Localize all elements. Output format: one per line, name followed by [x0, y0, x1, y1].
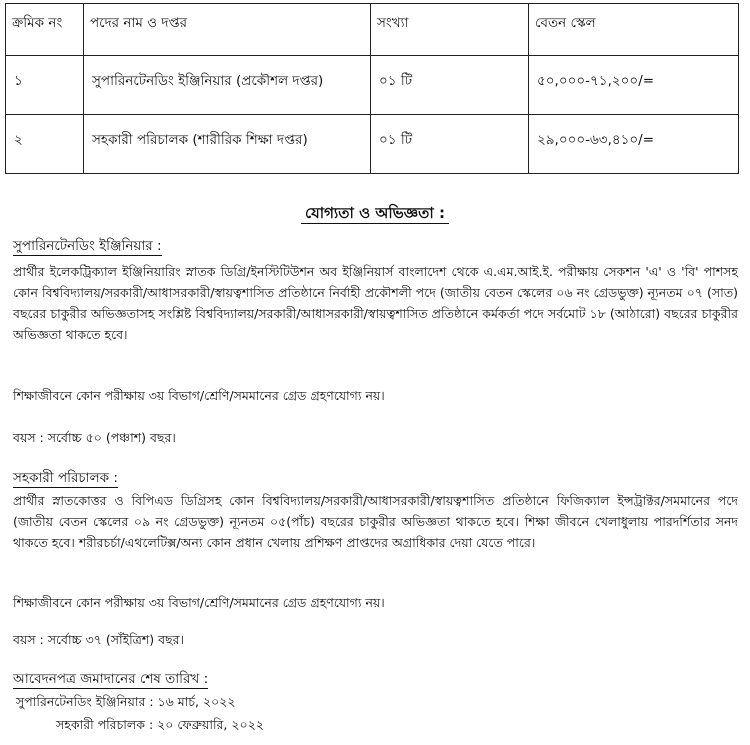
- ad-grade-note: শিক্ষাজীবনে কোন পরীক্ষায় ৩য় বিভাগ/শ্রেণি/সমমানের গ্রেড গ্রহণযোগ্য নয়।: [13, 595, 385, 610]
- se-requirements: প্রার্থীর ইলেকট্রিক্যাল ইঞ্জিনিয়ারিং স্নাতক ডিগ্রি/ইনস্টিটিউশন অব ইঞ্জিনিয়ার্স বাংলাদেশ থেকে এ.এম.আই.ই. পরীক্ষায় সেকশন 'এ' ও 'বি' পাশসহ কোন বিশ্ববিদ্যালয়/সরকারী/আধাসরকারী/স্বায়ত্বশাসিত প্রতিষ্ঠানে নির্বাহী প্রকৌশলী পদে (জাতীয় বেতন স্কেলের ০৬ নং গ্রেডভুক্ত) ন্যূনতম ০৭ (সাত) বছরের চাকুরীর অভিজ্ঞতাসহ সংশ্লিষ্ট বিশ্ববিদ্যালয়/সরকারী/আধাসরকারী/স্বায়ত্বশাসিত প্রতিষ্ঠানে কর্মকর্তা পদে সর্বমোট ১৮ (আঠারো) বছরের চাকুরীর অভিজ্ঞতা থাকতে হবে।: [13, 264, 738, 342]
- cell-count: ০১ টি: [371, 56, 529, 115]
- cell-scale: ৫০,০০০-৭১,২০০/=: [529, 56, 739, 115]
- cell-post: সুপারিনটেনডিং ইঞ্জিনিয়ার (প্রকৌশল দপ্তর): [84, 56, 371, 115]
- posts-table: [5, 3, 739, 174]
- cell-count: ০১ টি: [371, 115, 529, 174]
- deadline-heading: আবেদনপত্র জমাদানের শেষ তারিখ :: [13, 671, 209, 687]
- se-grade-note: শিক্ষাজীবনে কোন পরীক্ষায় ৩য় বিভাগ/শ্রেণি/সমমানের গ্রেড গ্রহণযোগ্য নয়।: [13, 388, 385, 403]
- qualification-heading: যোগ্যতা ও অভিজ্ঞতা :: [0, 202, 750, 227]
- se-subheading: সুপারিনটেনডিং ইঞ্জিনিয়ার :: [13, 238, 162, 254]
- header-scale: বেতন স্কেল: [529, 4, 739, 56]
- table-header-row: [6, 4, 739, 56]
- cell-scale: ২৯,০০০-৬৩,৪১০/=: [529, 115, 739, 174]
- cell-serial: ১: [6, 56, 84, 115]
- cell-serial: ২: [6, 115, 84, 174]
- header-count: সংখ্যা: [371, 4, 529, 56]
- header-serial: ক্রমিক নং: [6, 4, 84, 56]
- ad-subheading: সহকারী পরিচালক :: [13, 470, 118, 486]
- deadline-se: সুপারিনটেনডিং ইঞ্জিনিয়ার : ১৬ মার্চ, ২০২২: [16, 694, 236, 709]
- cell-post: সহকারী পরিচালক (শারীরিক শিক্ষা দপ্তর): [84, 115, 371, 174]
- ad-age-limit: বয়স : সর্বোচ্চ ৩৭ (সাঁইত্রিশ) বছর।: [13, 632, 184, 647]
- se-age-limit: বয়স : সর্বোচ্চ ৫০ (পঞ্চাশ) বছর।: [13, 430, 176, 445]
- ad-requirements: প্রার্থীর স্নাতকোত্তর ও বিপিএড ডিগ্রিসহ কোন বিশ্ববিদ্যালয়/সরকারী/আধাসরকারী/স্বায়ত্বশাসিত প্রতিষ্ঠানে ফিজিক্যাল ইন্সট্রাক্টর/সমমানের পদে (জাতীয় বেতন স্কেলের ০৯ নং গ্রেডভুক্ত) ন্যূনতম ০৫(পাঁচ) বছরের চাকুরীর অভিজ্ঞতা থাকতে হবে। শিক্ষা জীবনে খেলাধুলায় পারদর্শিতার সনদ থাকতে হবে। শরীরচর্চা/এথলেটিক্স/অন্য কোন প্রধান খেলায় প্রশিক্ষণ প্রাপ্তদের অগ্রাধিকার দেয়া যেতে পারে।: [13, 493, 738, 550]
- header-post: পদের নাম ও দপ্তর: [84, 4, 371, 56]
- table-row: [6, 115, 739, 174]
- table-row: [6, 56, 739, 115]
- deadline-ad: সহকারী পরিচালক : ২০ ফেব্রুয়ারি, ২০২২: [56, 717, 264, 732]
